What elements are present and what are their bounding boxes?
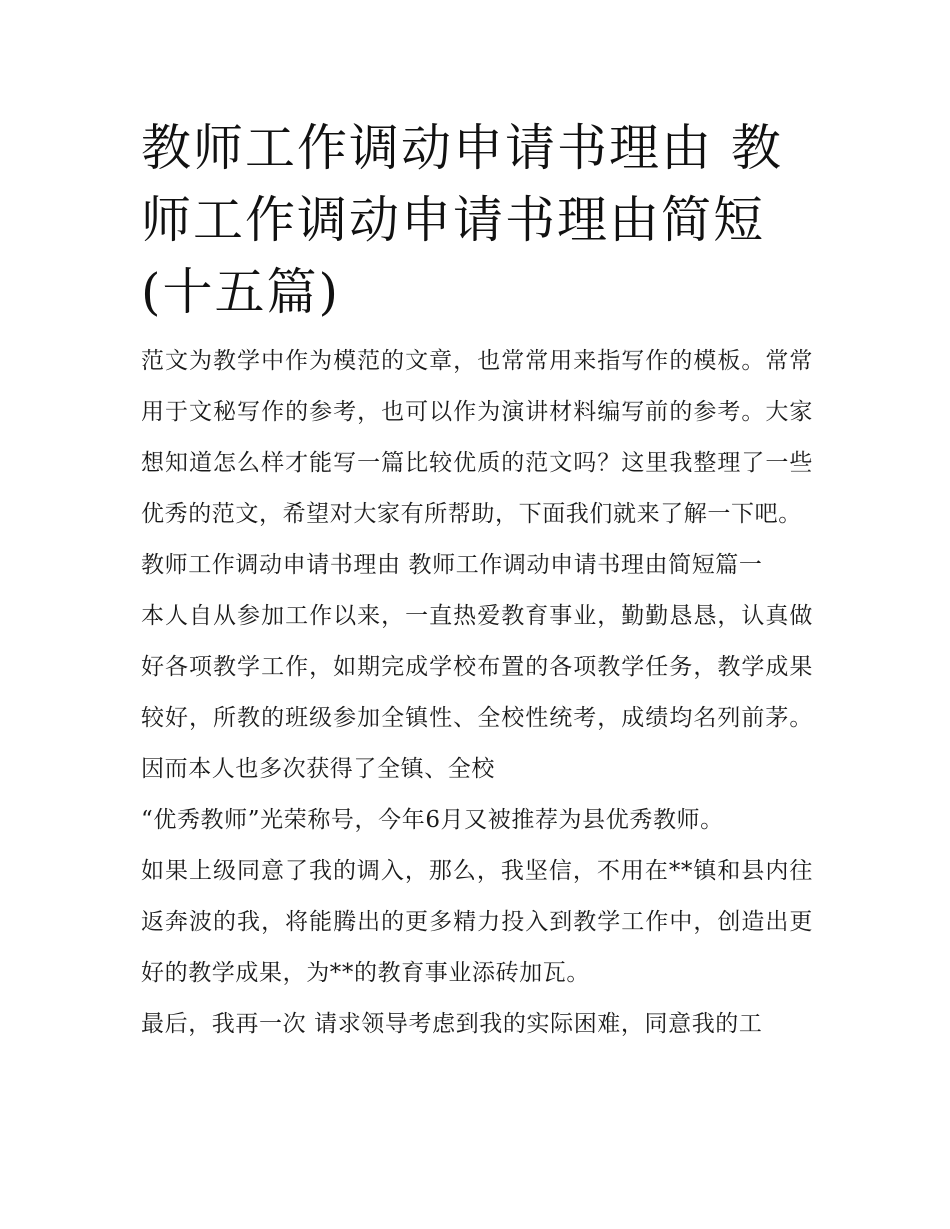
document-title: 教师工作调动申请书理由 教师工作调动申请书理由简短(十五篇) xyxy=(141,119,783,321)
section-heading: 教师工作调动申请书理由 教师工作调动申请书理由简短篇一 xyxy=(141,552,763,578)
body-paragraph: “优秀教师”光荣称号，今年6月又被推荐为县优秀教师。 xyxy=(141,807,724,833)
document-page xyxy=(141,112,813,1050)
intro-paragraph: 范文为教学中作为模范的文章，也常常用来指写作的模板。常常用于文秘写作的参考，也可以作为演讲材料编写前的参考。大家想知道怎么样才能写一篇比较优质的范文吗？这里我整理了一些优秀的范文，希望对大家有所帮助，下面我们就来了解一下吧。 xyxy=(141,348,813,527)
body-paragraph: 如果上级同意了我的调入，那么，我坚信，不用在**镇和县内往返奔波的我，将能腾出的更多精力投入到教学工作中，创造出更好的教学成果，为**的教育事业添砖加瓦。 xyxy=(141,858,813,986)
body-paragraph: 最后，我再一次 请求领导考虑到我的实际困难，同意我的工 xyxy=(141,1011,763,1037)
body-paragraph: 本人自从参加工作以来，一直热爱教育事业，勤勤恳恳，认真做好各项教学工作，如期完成学校布置的各项教学任务，教学成果较好，所教的班级参加全镇性、全校性统考，成绩均名列前茅。因而本人也多次获得了全镇、全校 xyxy=(141,603,813,782)
